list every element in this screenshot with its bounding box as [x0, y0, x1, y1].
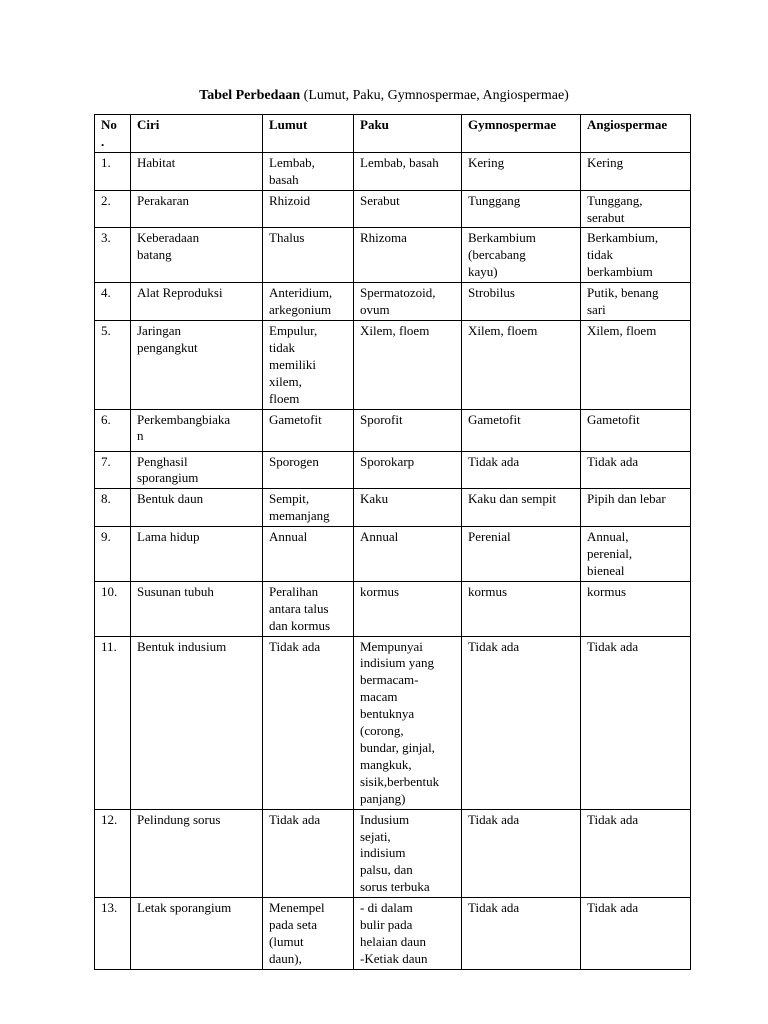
cell-lumut: Sporogen	[263, 451, 354, 489]
cell-angiospermae: Kering	[581, 152, 691, 190]
cell-gymnospermae: Tidak ada	[462, 809, 581, 898]
cell-paku: Annual	[354, 527, 462, 582]
cell-gymnospermae: Xilem, floem	[462, 320, 581, 409]
cell-angiospermae: Tidak ada	[581, 636, 691, 809]
cell-gymnospermae: Kering	[462, 152, 581, 190]
table-row	[95, 228, 691, 283]
cell-gymnospermae: Perenial	[462, 527, 581, 582]
table-title-bold: Tabel Perbedaan	[199, 88, 301, 103]
cell-lumut: Menempel pada seta (lumut daun),	[263, 898, 354, 970]
table-row	[95, 152, 691, 190]
cell-no: 13.	[95, 898, 131, 970]
table-row	[95, 320, 691, 409]
cell-ciri: Penghasil sporangium	[131, 451, 263, 489]
cell-lumut: Tidak ada	[263, 809, 354, 898]
cell-gymnospermae: Strobilus	[462, 283, 581, 321]
header-lumut: Lumut	[263, 115, 354, 153]
table-row	[95, 898, 691, 970]
cell-no: 4.	[95, 283, 131, 321]
header-no: No .	[95, 115, 131, 153]
cell-no: 11.	[95, 636, 131, 809]
cell-gymnospermae: Gametofit	[462, 409, 581, 451]
cell-paku: Xilem, floem	[354, 320, 462, 409]
cell-lumut: Gametofit	[263, 409, 354, 451]
cell-lumut: Peralihan antara talus dan kormus	[263, 581, 354, 636]
cell-gymnospermae: Kaku dan sempit	[462, 489, 581, 527]
cell-lumut: Anteridium, arkegonium	[263, 283, 354, 321]
cell-angiospermae: kormus	[581, 581, 691, 636]
table-row	[95, 527, 691, 582]
cell-paku: Indusium sejati, indisium palsu, dan sorus terbuka	[354, 809, 462, 898]
cell-paku: Lembab, basah	[354, 152, 462, 190]
table-row	[95, 283, 691, 321]
cell-ciri: Alat Reproduksi	[131, 283, 263, 321]
header-gymnospermae: Gymnospermae	[462, 115, 581, 153]
cell-gymnospermae: Tidak ada	[462, 898, 581, 970]
cell-angiospermae: Pipih dan lebar	[581, 489, 691, 527]
cell-gymnospermae: Tidak ada	[462, 636, 581, 809]
cell-paku: Serabut	[354, 190, 462, 228]
cell-no: 3.	[95, 228, 131, 283]
cell-angiospermae: Tunggang, serabut	[581, 190, 691, 228]
cell-paku: kormus	[354, 581, 462, 636]
table-row	[95, 809, 691, 898]
cell-paku: Kaku	[354, 489, 462, 527]
cell-no: 8.	[95, 489, 131, 527]
cell-no: 1.	[95, 152, 131, 190]
cell-gymnospermae: Berkambium (bercabang kayu)	[462, 228, 581, 283]
cell-no: 9.	[95, 527, 131, 582]
cell-no: 2.	[95, 190, 131, 228]
table-row	[95, 409, 691, 451]
cell-no: 6.	[95, 409, 131, 451]
comparison-table	[94, 114, 691, 970]
cell-lumut: Empulur, tidak memiliki xilem, floem	[263, 320, 354, 409]
cell-ciri: Jaringan pengangkut	[131, 320, 263, 409]
cell-ciri: Bentuk daun	[131, 489, 263, 527]
cell-lumut: Thalus	[263, 228, 354, 283]
cell-angiospermae: Tidak ada	[581, 809, 691, 898]
cell-paku: Sporofit	[354, 409, 462, 451]
cell-paku: Mempunyai indisium yang bermacam- macam bentuknya (corong, bundar, ginjal, mangkuk, sisik,berbentuk panjang)	[354, 636, 462, 809]
header-row	[95, 115, 691, 153]
cell-gymnospermae: Tunggang	[462, 190, 581, 228]
cell-gymnospermae: Tidak ada	[462, 451, 581, 489]
cell-no: 7.	[95, 451, 131, 489]
header-angiospermae: Angiospermae	[581, 115, 691, 153]
header-paku: Paku	[354, 115, 462, 153]
cell-ciri: Lama hidup	[131, 527, 263, 582]
cell-lumut: Tidak ada	[263, 636, 354, 809]
cell-lumut: Rhizoid	[263, 190, 354, 228]
table-row	[95, 489, 691, 527]
cell-lumut: Sempit, memanjang	[263, 489, 354, 527]
cell-ciri: Keberadaan batang	[131, 228, 263, 283]
cell-ciri: Perakaran	[131, 190, 263, 228]
table-title	[0, 88, 768, 104]
cell-no: 10.	[95, 581, 131, 636]
cell-ciri: Letak sporangium	[131, 898, 263, 970]
cell-no: 12.	[95, 809, 131, 898]
cell-paku: Rhizoma	[354, 228, 462, 283]
table-title-rest: (Lumut, Paku, Gymnospermae, Angiospermae)	[300, 88, 569, 103]
cell-paku: Sporokarp	[354, 451, 462, 489]
table-row	[95, 451, 691, 489]
cell-angiospermae: Tidak ada	[581, 898, 691, 970]
cell-angiospermae: Xilem, floem	[581, 320, 691, 409]
cell-paku: Spermatozoid, ovum	[354, 283, 462, 321]
cell-no: 5.	[95, 320, 131, 409]
cell-angiospermae: Berkambium, tidak berkambium	[581, 228, 691, 283]
cell-angiospermae: Tidak ada	[581, 451, 691, 489]
header-ciri: Ciri	[131, 115, 263, 153]
cell-ciri: Habitat	[131, 152, 263, 190]
table-row	[95, 190, 691, 228]
cell-paku: - di dalam bulir pada helaian daun -Ketiak daun	[354, 898, 462, 970]
cell-lumut: Annual	[263, 527, 354, 582]
cell-angiospermae: Annual, perenial, bieneal	[581, 527, 691, 582]
cell-ciri: Susunan tubuh	[131, 581, 263, 636]
cell-lumut: Lembab, basah	[263, 152, 354, 190]
cell-ciri: Bentuk indusium	[131, 636, 263, 809]
cell-ciri: Perkembangbiaka n	[131, 409, 263, 451]
cell-gymnospermae: kormus	[462, 581, 581, 636]
table-row	[95, 636, 691, 809]
cell-angiospermae: Gametofit	[581, 409, 691, 451]
table-body	[95, 152, 691, 969]
table-row	[95, 581, 691, 636]
cell-ciri: Pelindung sorus	[131, 809, 263, 898]
cell-angiospermae: Putik, benang sari	[581, 283, 691, 321]
